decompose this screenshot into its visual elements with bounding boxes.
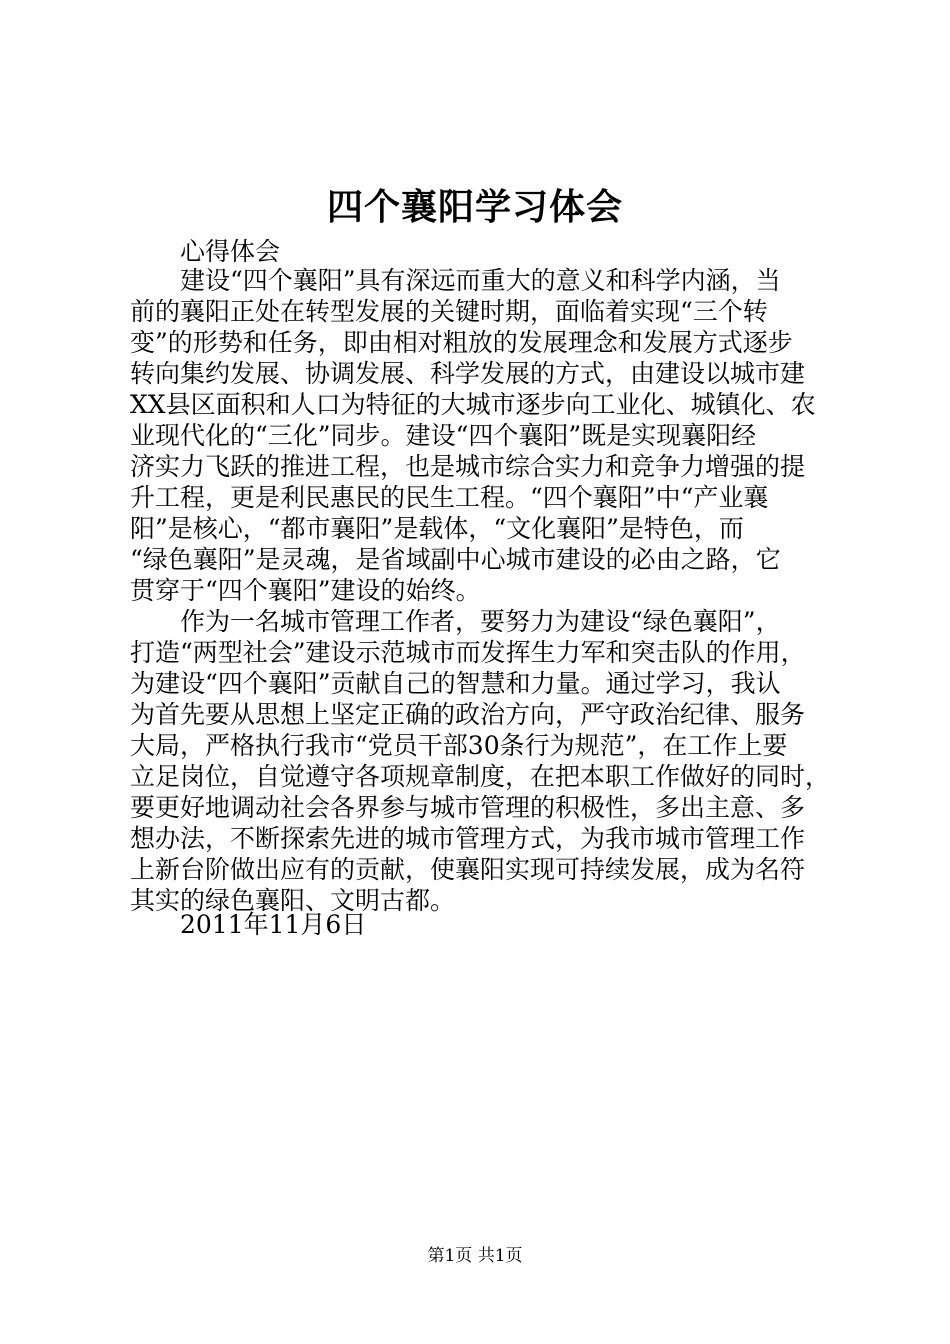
text-line: 前的襄阳正处在转型发展的关键时期，面临着实现“三个转 bbox=[130, 297, 768, 326]
text-line: XX县区面积和人口为特征的大城市逐步向工业化、城镇化、农 bbox=[130, 390, 816, 419]
text-line: 变”的形势和任务，即由相对粗放的发展理念和发展方式逐步 bbox=[130, 328, 793, 357]
document-title: 四个襄阳学习体会 bbox=[326, 186, 623, 228]
date-line: 2011年11月6日 bbox=[180, 910, 367, 939]
text-line: 业现代化的“三化”同步。建设“四个襄阳”既是实现襄阳经 bbox=[130, 421, 757, 450]
text-line: 升工程，更是利民惠民的民生工程。“四个襄阳”中“产业襄 bbox=[130, 483, 769, 512]
text-line: 心得体会 bbox=[180, 237, 281, 266]
text-line: 大局，严格执行我市“党员干部30条行为规范”，在工作上要 bbox=[130, 731, 788, 760]
text-line: 打造“两型社会”建设示范城市而发挥生力军和突击队的作用， bbox=[130, 638, 806, 667]
text-line: 上新台阶做出应有的贡献，使襄阳实现可持续发展，成为名符 bbox=[130, 855, 806, 884]
text-line: 作为一名城市管理工作者，要努力为建设“绿色襄阳”， bbox=[180, 607, 781, 636]
text-line: 转向集约发展、协调发展、科学发展的方式，由建设以城市建 bbox=[130, 359, 806, 388]
text-line: 要更好地调动社会各界参与城市管理的积极性，多出主意、多 bbox=[130, 793, 806, 822]
text-line: 其实的绿色襄阳、文明古都。 bbox=[130, 886, 456, 915]
text-line: 立足岗位，自觉遵守各项规章制度，在把本职工作做好的同时， bbox=[130, 762, 831, 791]
text-line: 为建设“四个襄阳”贡献自己的智慧和力量。通过学习，我认 bbox=[130, 669, 781, 698]
page-footer: 第1页 共1页 bbox=[427, 1246, 523, 1266]
text-line: 为首先要从思想上坚定正确的政治方向，严守政治纪律、服务 bbox=[130, 700, 806, 729]
text-line: 想办法，不断探索先进的城市管理方式，为我市城市管理工作 bbox=[130, 824, 806, 853]
text-line: 贯穿于“四个襄阳”建设的始终。 bbox=[130, 576, 481, 605]
text-line: 济实力飞跃的推进工程，也是城市综合实力和竞争力增强的提 bbox=[130, 452, 806, 481]
text-line: “绿色襄阳”是灵魂，是省域副中心城市建设的必由之路，它 bbox=[130, 545, 781, 574]
text-line: 阳”是核心，“都市襄阳”是载体，“文化襄阳”是特色，而 bbox=[130, 514, 744, 543]
text-line: 建设“四个襄阳”具有深远而重大的意义和科学内涵，当 bbox=[180, 266, 781, 295]
